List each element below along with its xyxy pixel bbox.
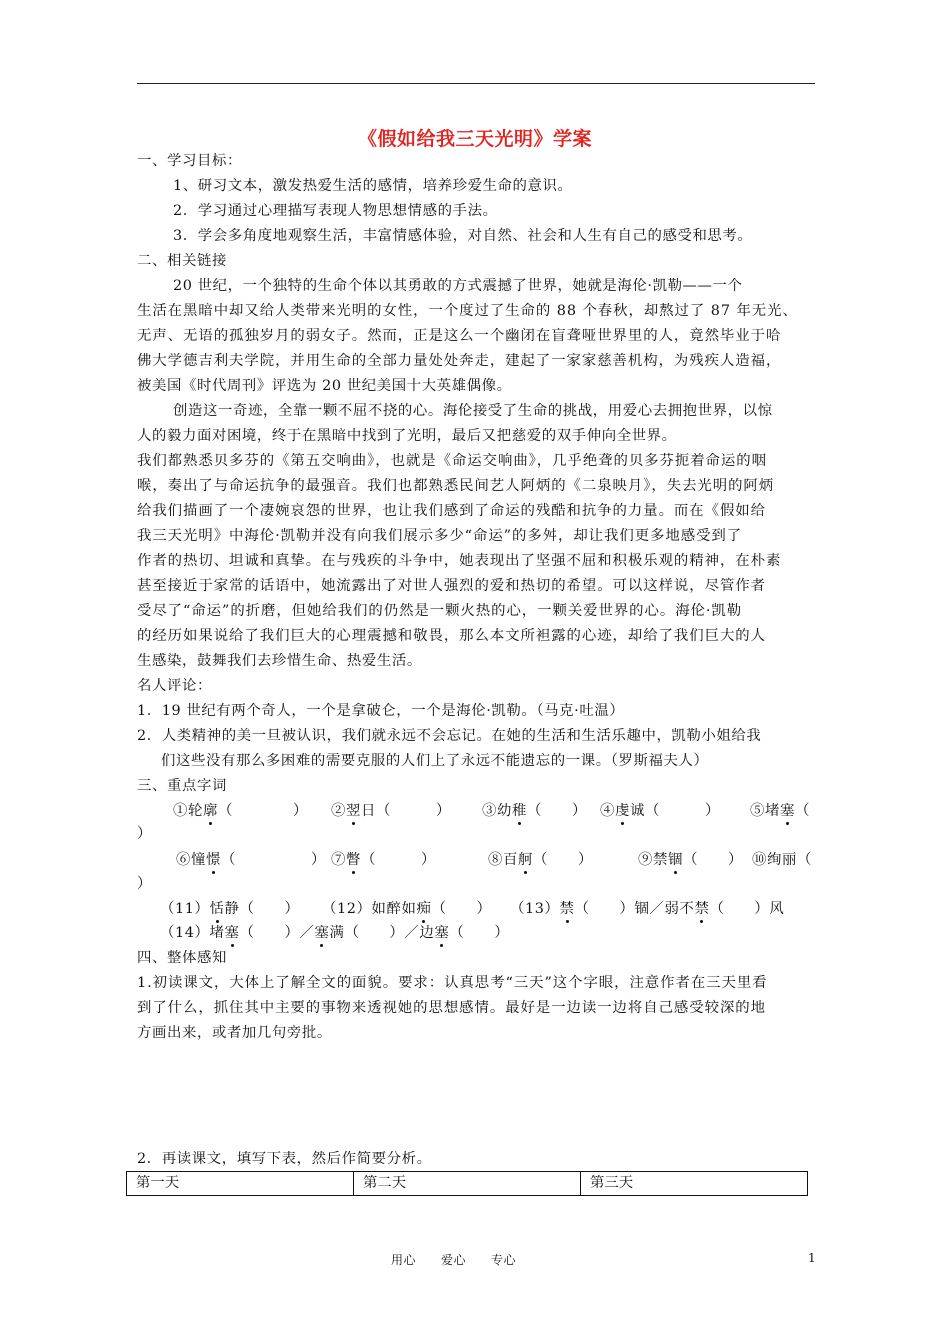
vocab-row: ⑦瞥（ ）: [331, 852, 436, 868]
paragraph-line: 喉，奏出了与命运抗争的最强音。我们也都熟悉民间艺人阿炳的《二泉映月》，失去光明的阿炳: [137, 478, 775, 494]
table-header-cell: 第二天: [353, 1172, 580, 1195]
paragraph-line: 20 世纪，一个独特的生命个体以其勇敢的方式震撼了世界，她就是海伦·凯勒——一个: [173, 278, 743, 294]
vocab-number: ⑤: [750, 803, 765, 819]
dotted-char: 塞: [224, 925, 240, 941]
objective-item: 1、研习文本，激发热爱生活的感情，培养珍爱生命的意识。: [173, 178, 573, 194]
vocab-wrap: ）: [137, 876, 152, 892]
vocab-number: ⑦: [331, 852, 346, 868]
vocab-number: ⑥: [176, 852, 191, 868]
vocab-number: ②: [331, 803, 346, 819]
paragraph-line: 作者的热切、坦诚和真挚。在与残疾的斗争中，她表现出了坚强不屈和积极乐观的精神，在朴素: [137, 553, 782, 569]
dotted-char: 憬: [206, 852, 221, 868]
table-header-cell: 第一天: [136, 1175, 180, 1191]
comment-item: 1．19 世纪有两个奇人，一个是拿破仑，一个是海伦·凯勒。（马克·吐温）: [137, 703, 625, 719]
question-line: 1.初读课文，大体上了解全文的面貌。要求：认真思考“三天”这个字眼，注意作者在三天里看: [137, 975, 768, 991]
vocab-row: （14）堵塞（ ）／塞满（ ）／边塞（ ）: [160, 925, 510, 941]
paragraph-line: 我三天光明》中海伦·凯勒并没有向我们展示多少“命运”的多舛，却让我们更多地感受到了: [137, 528, 743, 544]
question-line: 2．再读课文，填写下表，然后作简要分析。: [137, 1151, 432, 1167]
paragraph-line: 被美国《时代周刊》评选为 20 世纪美国十大英雄偶像。: [137, 378, 512, 394]
vocab-row: （11）恬静（ ）: [160, 901, 300, 917]
section-heading-objectives: 一、学习目标：: [137, 153, 242, 169]
table-header-cell: 第三天: [580, 1172, 807, 1195]
comment-item: 2．人类精神的美一旦被认识，我们就永远不会忘记。在她的生活和生活乐趣中，凯勒小姐给我: [137, 728, 762, 744]
paragraph-line: 人的毅力面对困境，终于在黑暗中找到了光明，最后又把慈爱的双手伸向全世界。: [137, 428, 677, 444]
question-line: 到了什么，抓住其中主要的事物来透视她的思想感情。最好是一边读一边将自己感受较深的地: [137, 1000, 766, 1016]
dotted-char: 舸: [518, 852, 533, 868]
paragraph-line: 生活在黑暗中却又给人类带来光明的女性，一个度过了生命的 88 个春秋，却熬过了 87 年无光、: [137, 303, 798, 319]
vocab-number: ⑩: [752, 852, 767, 868]
dotted-char: 禁: [559, 901, 575, 917]
dotted-char: 恬: [209, 901, 225, 917]
vocab-row: ⑤堵塞（: [750, 803, 810, 819]
dotted-char: 稚: [512, 803, 527, 819]
paragraph-line: 的经历如果说给了我们巨大的心理震撼和敬畏，那么本文所袒露的心迹，却给了我们巨大的人: [137, 628, 766, 644]
paragraph-line: 生感染，鼓舞我们去珍惜生命、热爱生活。: [137, 653, 422, 669]
paragraph-line: 甚至接近于家常的话语中，她流露出了对世人强烈的爱和热切的希望。可以这样说，尽管作者: [137, 578, 766, 594]
vocab-row: （13）禁（ ）锢／弱不禁（ ）风: [510, 901, 785, 917]
page-number: 1: [808, 1251, 816, 1265]
paragraph-line: 创造这一奇迹，全靠一颗不屈不挠的心。海伦接受了生命的挑战，用爱心去拥抱世界，以惊: [173, 403, 773, 419]
paragraph-line: 给我们描画了一个凄婉哀怨的世界，也让我们感到了命运的残酷和抗争的力量。而在《假如给: [137, 503, 766, 519]
vocab-number: （11）: [160, 901, 210, 917]
vocab-number: ①: [173, 803, 188, 819]
dotted-char: 翌: [346, 803, 361, 819]
vocab-row: ④虔诚（ ）: [600, 803, 720, 819]
vocab-row: ⑥憧憬（ ）: [176, 852, 326, 868]
vocab-number: ⑧: [488, 852, 503, 868]
vocab-row: （12）如醉如痴（ ）: [322, 901, 492, 917]
objective-item: 3．学会多角度地观察生活，丰富情感体验，对自然、社会和人生有自己的感受和思考。: [173, 228, 753, 244]
dotted-char: 瞥: [346, 852, 361, 868]
paragraph-line: 佛大学德吉利夫学院，并用生命的全部力量处处奔走，建起了一家家慈善机构，为残疾人造福，: [137, 353, 782, 369]
comments-heading: 名人评论：: [137, 678, 212, 694]
vocab-number: ④: [600, 803, 615, 819]
dotted-char: 虔: [615, 803, 630, 819]
vocab-wrap: ）: [137, 826, 152, 842]
vocab-number: （14）: [160, 925, 210, 941]
dotted-char: 禁: [694, 901, 710, 917]
vocab-row: ⑨禁锢（ ）: [638, 852, 743, 868]
page-title: 《假如给我三天光明》学案: [357, 128, 592, 150]
objective-item: 2．学习通过心理描写表现人物思想情感的手法。: [173, 203, 498, 219]
dotted-char: 塞: [434, 925, 450, 941]
vocab-number: （13）: [510, 901, 560, 917]
vocab-number: ⑨: [638, 852, 653, 868]
vocab-row: ③幼稚（ ）: [482, 803, 587, 819]
dotted-char: 塞: [780, 803, 795, 819]
section-heading-links: 二、相关链接: [137, 253, 227, 269]
comment-item: 们这些没有那么多困难的需要克服的人们上了永远不能遗忘的一课。（罗斯福夫人）: [161, 753, 709, 769]
section-heading-vocabulary: 三、重点字词: [137, 778, 227, 794]
dotted-char: 痴: [416, 901, 432, 917]
vocab-number: ③: [482, 803, 497, 819]
dotted-char: 塞: [314, 925, 330, 941]
vocab-number: （12）: [322, 901, 372, 917]
vocab-row: ⑩绚丽（: [752, 852, 812, 868]
question-line: 方画出来，或者加几句旁批。: [137, 1025, 332, 1041]
vocab-row: ②翌日（ ）: [331, 803, 451, 819]
dotted-char: 锢: [668, 852, 683, 868]
paragraph-line: 受尽了“命运”的折磨，但她给我们的仍然是一颗火热的心，一颗关爱世界的心。海伦·凯勒: [137, 603, 743, 619]
section-heading-overview: 四、整体感知: [137, 950, 227, 966]
header-rule: [137, 83, 815, 84]
days-table: [126, 1171, 808, 1196]
paragraph-line: 我们都熟悉贝多芬的《第五交响曲》，也就是《命运交响曲》，几乎绝聋的贝多芬扼着命运的咽: [137, 453, 767, 469]
dotted-char: 廓: [203, 803, 218, 819]
vocab-row: ①轮廓（ ）: [173, 803, 308, 819]
footer-center: 用心 爱心 专心: [391, 1253, 517, 1267]
vocab-row: ⑧百舸（ ）: [488, 852, 593, 868]
paragraph-line: 无声、无语的孤独岁月的弱女子。然而，正是这么一个幽闭在盲聋哑世界里的人，竟然毕业于哈: [137, 328, 782, 344]
